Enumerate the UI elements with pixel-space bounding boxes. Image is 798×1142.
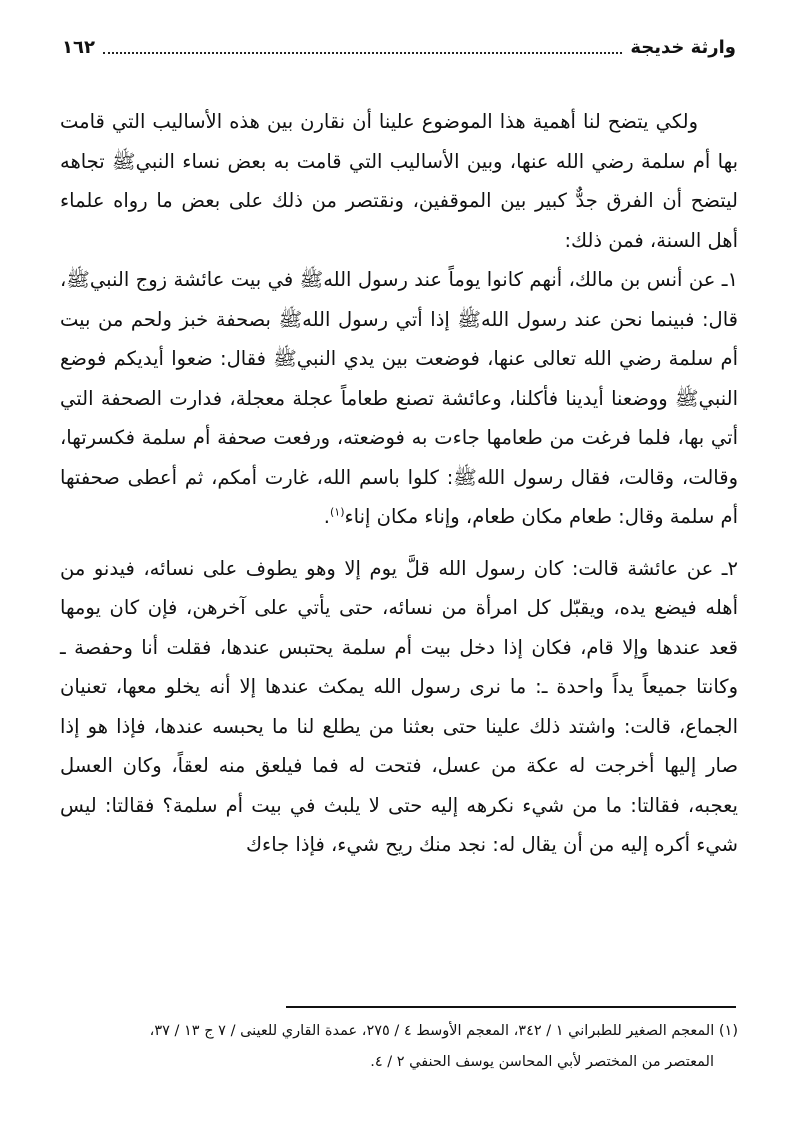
paragraph-intro: ولكي يتضح لنا أهمية هذا الموضوع علينا أن نقارن بين هذه الأساليب التي قامت بها أم سلمة رضي الله عنها، وبين الأساليب التي قامت به بعض نساء النبيﷺ تجاهه ليتضح أن الفرق جدٌّ كبير بين الموقفين، ونقتصر من ذلك على بعض ما رواه علماء أهل السنة، فمن ذلك: <box>60 110 738 252</box>
main-text <box>60 102 738 865</box>
footnote-line-2: المعتصر من المختصر لأبي المحاسن يوسف الحنفي ٢ / ٤. <box>370 1054 714 1070</box>
paragraph-hadith-1-text: ١ـ عن أنس بن مالك، أنهم كانوا يوماً عند رسول اللهﷺ في بيت عائشة زوج النبيﷺ، قال: فبينما نحن عند رسول اللهﷺ إذا أتي رسول اللهﷺ بصحفة خبز ولحم من بيت أم سلمة رضي الله تعالى عنها، فوضعت بين يدي النبيﷺ فقال: ضعوا أيديكم فوضع النبيﷺ ووضعنا أيدينا فأكلنا، وعائشة تصنع طعاماً عجلة معجلة، فدارت الصحفة التي أتي بها، فلما فرغت من طعامها جاءت به فوضعته، ورفعت صحفة أم سلمة فكسرتها، وقالت، وقالت، فقال رسول اللهﷺ: كلوا باسم الله، غارت أمكم، ثم أعطى صحفتها أم سلمة وقال: طعام مكان طعام، وإناء مكان إناء <box>60 268 738 528</box>
book-title: وارثة خديجة <box>630 37 736 58</box>
paragraph-hadith-1: ١ـ عن أنس بن مالك، أنهم كانوا يوماً عند رسول اللهﷺ في بيت عائشة زوج النبيﷺ، قال: فبينما نحن عند رسول اللهﷺ إذا أتي رسول اللهﷺ بصحفة خبز ولحم من بيت أم سلمة رضي الله تعالى عنها، فوضعت بين يدي النبيﷺ فقال: ضعوا أيديكم فوضع النبيﷺ ووضعنا أيدينا فأكلنا، وعائشة تصنع طعاماً عجلة معجلة، فدارت الصحفة التي أتي بها، فلما فرغت من طعامها جاءت به فوضعته، ورفعت صحفة أم سلمة فكسرتها، وقالت، وقالت، فقال رسول اللهﷺ: كلوا باسم الله، غارت أمكم، ثم أعطى صحفتها أم سلمة وقال: طعام مكان طعام، وإناء مكان إناء$^{(١)}$. <box>60 268 738 528</box>
footnotes <box>60 1016 738 1078</box>
footnote-reference: (١) <box>330 505 345 519</box>
page-number: ١٦٢ <box>62 37 95 58</box>
header-dot-leader <box>103 52 622 54</box>
footnote-separator <box>286 1006 736 1008</box>
paragraph-hadith-2: ٢ـ عن عائشة قالت: كان رسول الله قلَّ يوم إلا وهو يطوف على نسائه، فيدنو من أهله فيضع يده، ويقبّل كل امرأة من نسائه، حتى يأتي على آخرهن، فإن كان يومها قعد عندها وإلا قام، فكان إذا دخل بيت أم سلمة يحتبس عندها، فقلت أنا وحفصة ـ وكانتا جميعاً يداً واحدة ـ: ما نرى رسول الله يمكث عندها إلا أنه يخلو معها، تعنيان الجماع، قالت: واشتد ذلك علينا حتى بعثنا من يطلع لنا ما يحبسه عندها، فإذا هو إذا صار إليها أخرجت له عكة من عسل، فتحت له فما فيلعق منه لعقاً، وكان العسل يعجبه، فقالتا: ما من شيء نكرهه إليه حتى لا يلبث في بيت أم سلمة؟ فقالتا: ليس شيء أكره إليه من أن يقال له: نجد منك ريح شيء، فإذا جاءك <box>60 556 738 856</box>
running-header <box>62 30 736 60</box>
footnote-line-1: (١) المعجم الصغير للطبراني ١ / ٣٤٢، المعجم الأوسط ٤ / ٢٧٥، عمدة القاري للعينى / ٧ ج ١٣ / ٣٧، <box>149 1023 738 1039</box>
